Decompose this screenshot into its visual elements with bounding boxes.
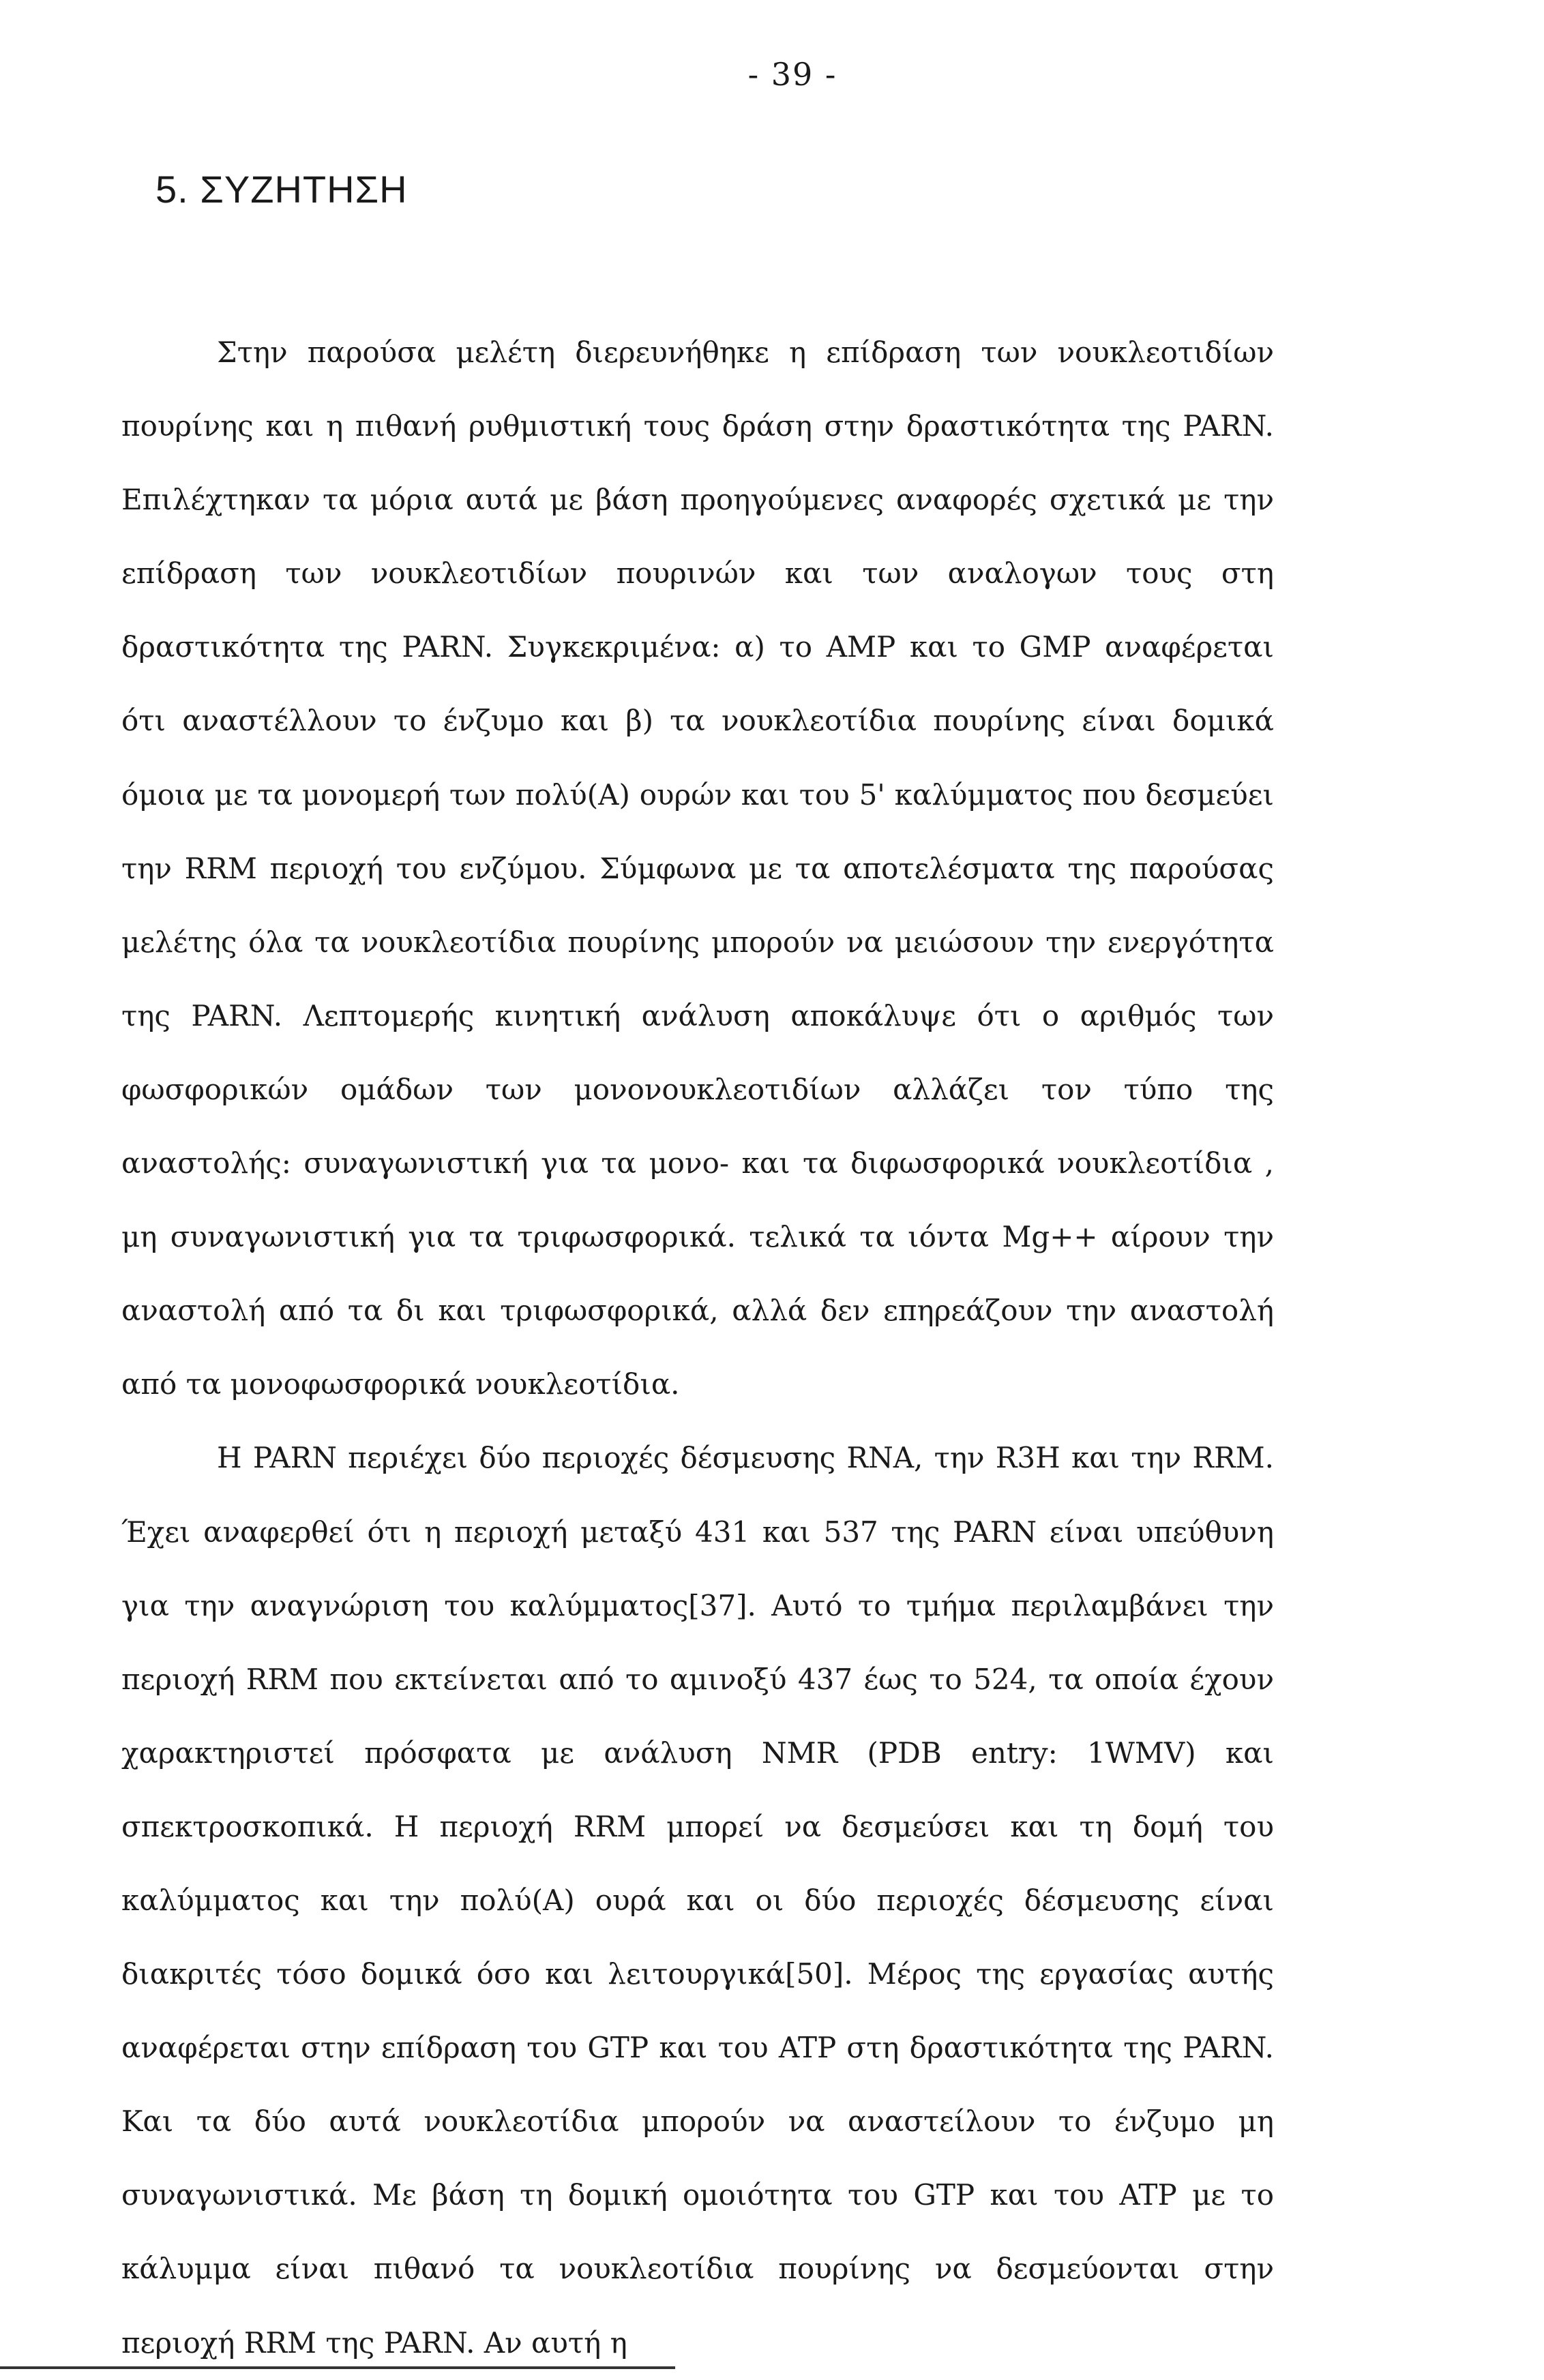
- section-heading: 5. ΣΥΖΗΤΗΣΗ: [155, 168, 408, 211]
- paragraph-2: Η PARN περιέχει δύο περιοχές δέσμευσης RNA, την R3H και την RRM. Έχει αναφερθεί ότι η περιοχή μεταξύ 431 και 537 της PARN είναι υπεύθυνη για την αναγνώριση του καλύμματος[37]. Αυτό το τμήμα περιλαμβάνει την περιοχή RRM που εκτείνεται από το αμινοξύ 437 έως το 524, τα οποία έχουν χαρακτηριστεί πρόσφατα με ανάλυση NMR (PDB entry: 1WMV) και σπεκτροσκοπικά. Η περιοχή RRM μπορεί να δεσμεύσει και τη δομή του καλύμματος και την πολύ(Α) ουρά και οι δύο περιοχές δέσμευσης είναι διακριτές τόσο δομικά όσο και λειτουργικά[50]. Μέρος της εργασίας αυτής αναφέρεται στην επίδραση του GTP και του ATP στη δραστικότητα της PARN. Και τα δύο αυτά νουκλεοτίδια μπορούν να αναστείλουν το ένζυμο μη συναγωνιστικά. Με βάση τη δομική ομοιότητα του GTP και του ATP με το κάλυμμα είναι πιθανό τα νουκλεοτίδια πουρίνης να δεσμεύονται στην περιοχή RRM της PARN. Αν αυτή η: [121, 1441, 1274, 2360]
- paragraph-1: Στην παρούσα μελέτη διερευνήθηκε η επίδραση των νουκλεοτιδίων πουρίνης και η πιθανή ρυθμιστική τους δράση στην δραστικότητα της PARN. Επιλέχτηκαν τα μόρια αυτά με βάση προηγούμενες αναφορές σχετικά με την επίδραση των νουκλεοτιδίων πουρινών και των αναλογων τους στη δραστικότητα της PARN. Συγκεκριμένα: α) το AMP και το GMP αναφέρεται ότι αναστέλλουν το ένζυμο και β) τα νουκλεοτίδια πουρίνης είναι δομικά όμοια με τα μονομερή των πολύ(Α) ουρών και του 5' καλύμματος που δεσμεύει την RRM περιοχή του ενζύμου. Σύμφωνα με τα αποτελέσματα της παρούσας μελέτης όλα τα νουκλεοτίδια πουρίνης μπορούν να μειώσουν την ενεργότητα της PARN. Λεπτομερής κινητική ανάλυση αποκάλυψε ότι ο αριθμός των φωσφορικών ομάδων των μονονουκλεοτιδίων αλλάζει τον τύπο της αναστολής: συναγωνιστική για τα μονο- και τα διφωσφορικά νουκλεοτίδια , μη συναγωνιστική για τα τριφωσφορικά. τελικά τα ιόντα Mg++ αίρουν την αναστολή από τα δι και τριφωσφορικά, αλλά δεν επηρεάζουν την αναστολή από τα μονοφωσφορικά νουκλεοτίδια.: [121, 336, 1274, 1401]
- page-number: - 39 -: [747, 56, 837, 93]
- footer-rule: [0, 2366, 675, 2369]
- body-text: [121, 316, 1274, 2380]
